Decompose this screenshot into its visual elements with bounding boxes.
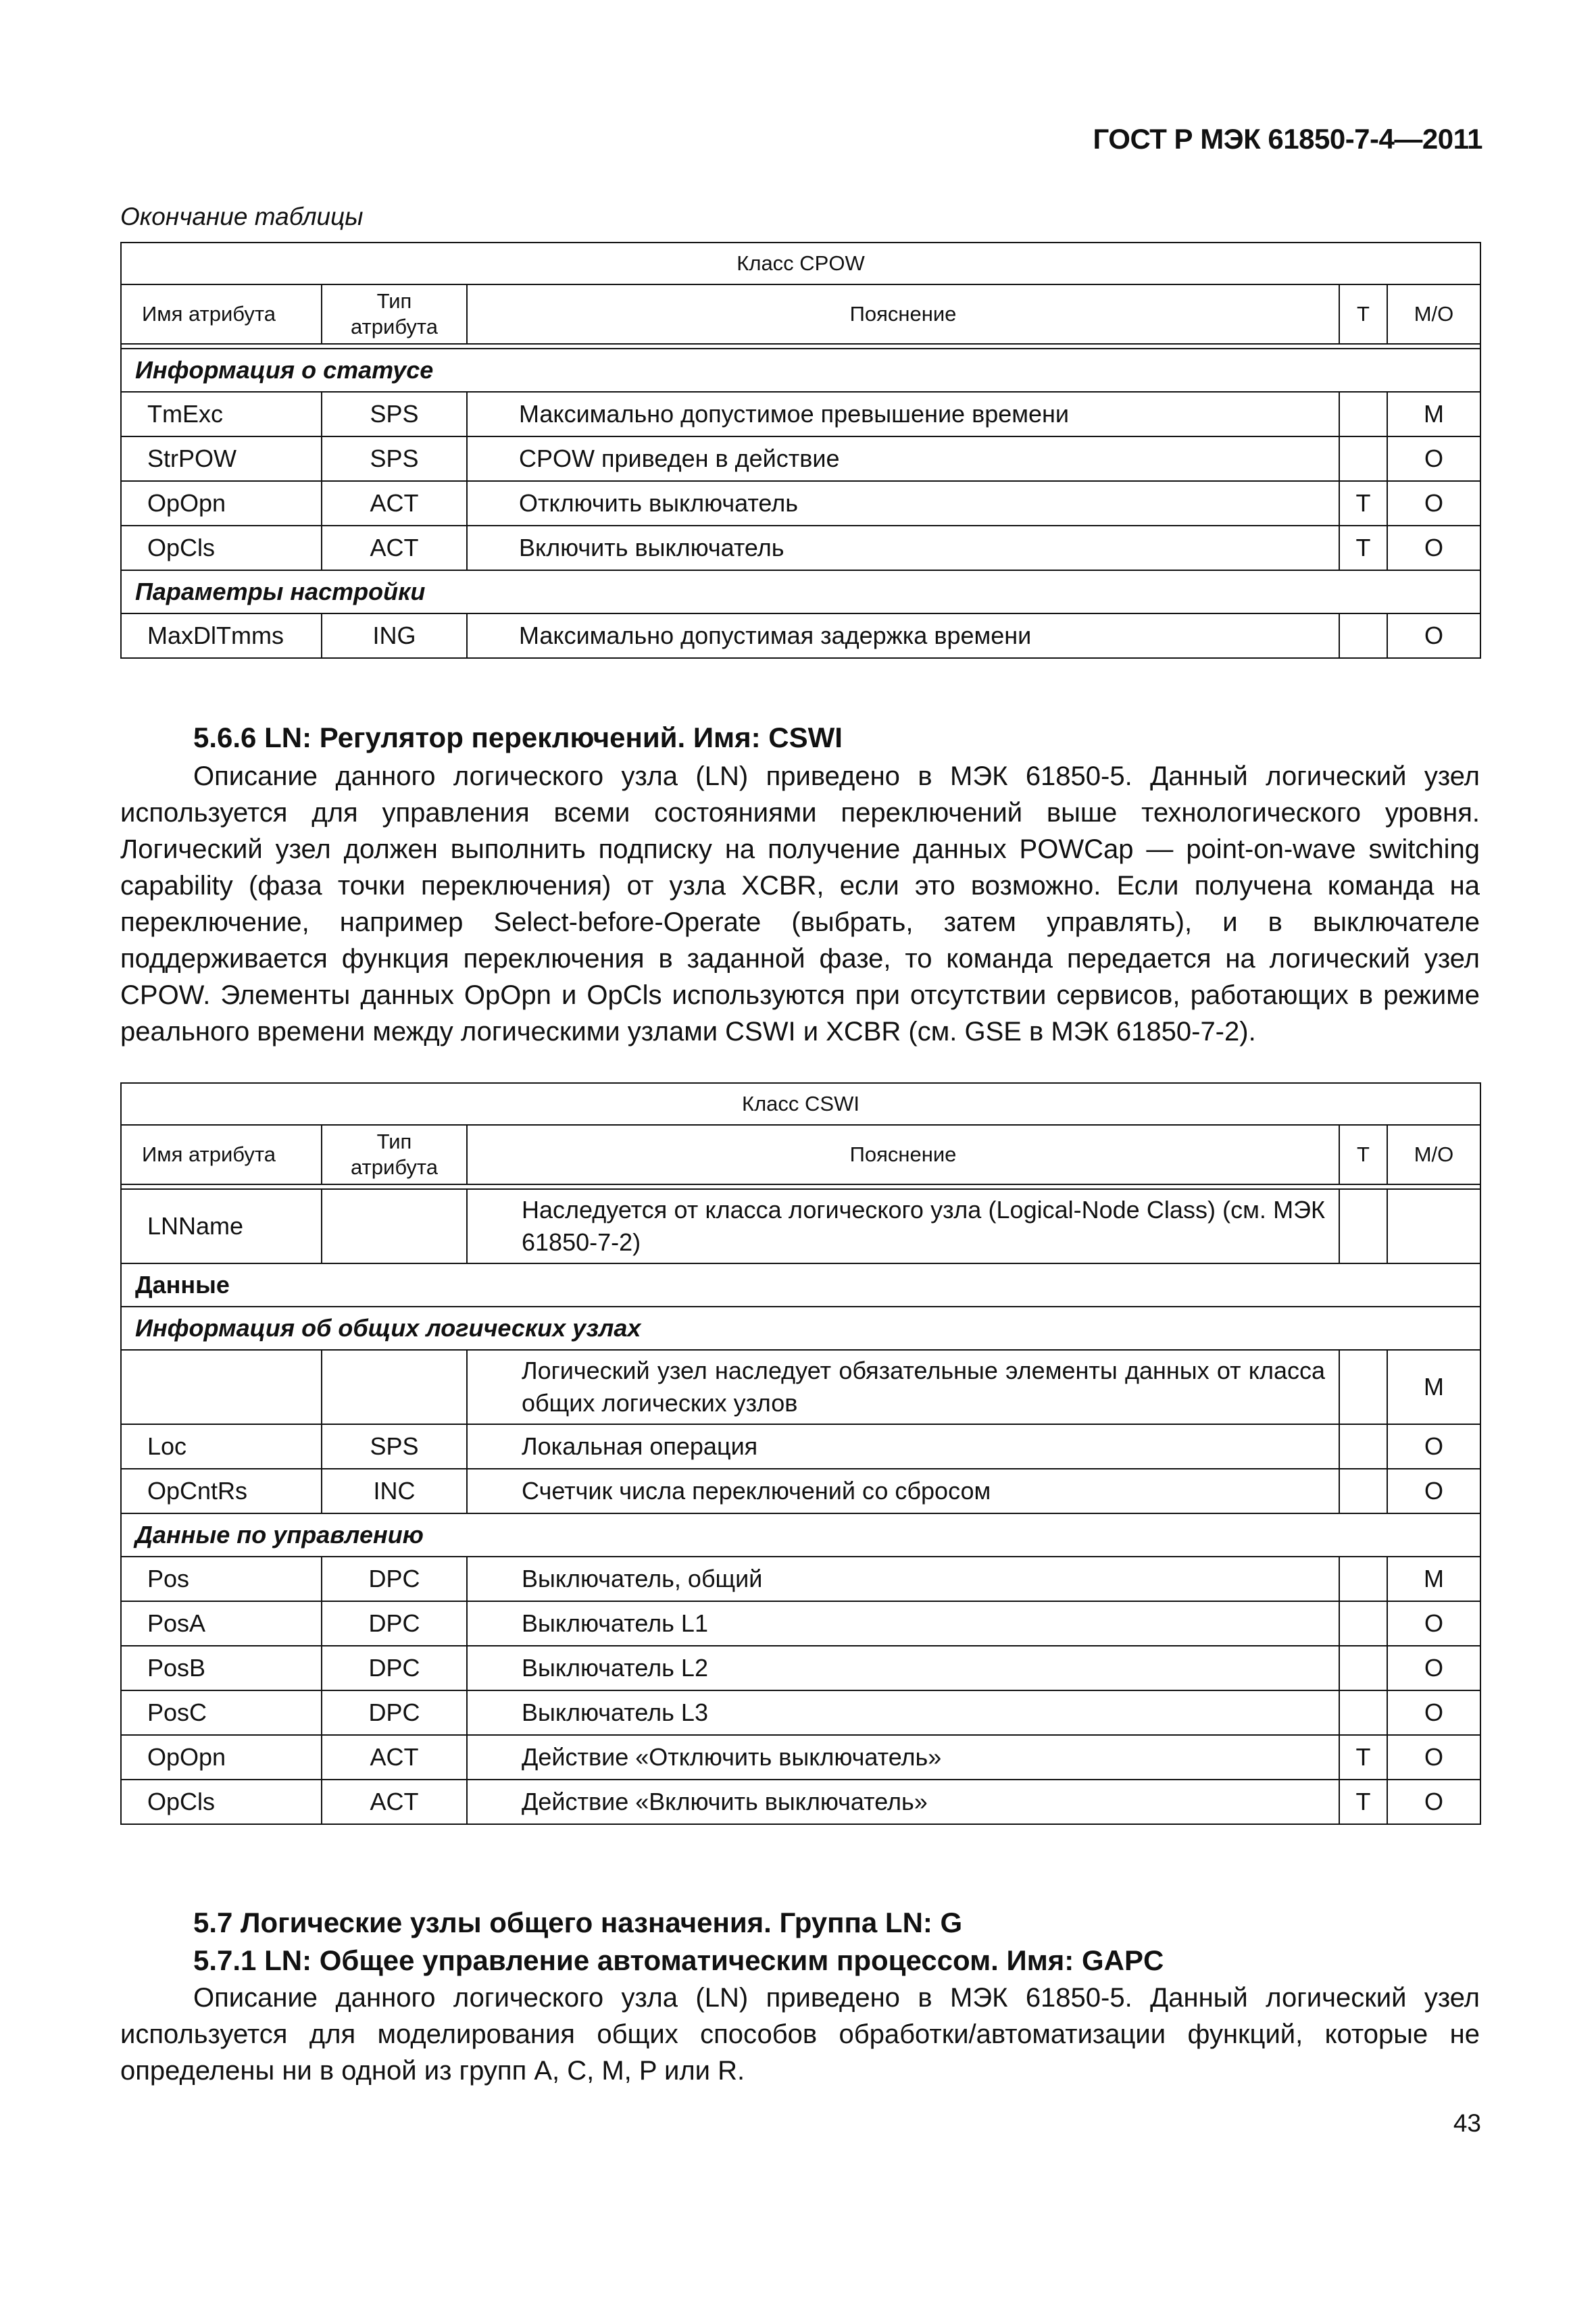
section-row: Данные по управлению xyxy=(121,1513,1480,1557)
table-row: OpOpn ACT Действие «Отключить выключатель» T O xyxy=(121,1735,1480,1780)
col-header-explanation: Пояснение xyxy=(467,284,1339,344)
table-row: OpCls ACT Действие «Включить выключатель» T O xyxy=(121,1780,1480,1824)
section-row: Параметры настройки xyxy=(121,570,1480,613)
col-header-type: Тип атрибута xyxy=(322,1125,467,1184)
col-header-t: T xyxy=(1339,1125,1387,1184)
table-row: PosA DPC Выключатель L1 O xyxy=(121,1601,1480,1646)
table-row: Loc SPS Локальная операция O xyxy=(121,1424,1480,1469)
table-row: MaxDlTmms ING Максимально допустимая задержка времени O xyxy=(121,613,1480,658)
table-row: OpCntRs INC Счетчик числа переключений со сбросом O xyxy=(121,1469,1480,1513)
col-header-mo: M/O xyxy=(1387,284,1480,344)
section-heading-5-7-1: 5.7.1 LN: Общее управление автоматическим процессом. Имя: GAPC xyxy=(193,1944,1164,1976)
table-continuation-caption: Окончание таблицы xyxy=(120,203,364,230)
page-number: 43 xyxy=(1453,2109,1481,2137)
section-row: Информация об общих логических узлах xyxy=(121,1307,1480,1350)
section-heading-5-7: 5.7 Логические узлы общего назначения. Группа LN: G xyxy=(193,1907,963,1938)
table-header-row xyxy=(121,1125,1480,1184)
class-title: Класс CPOW xyxy=(121,243,1480,284)
table-row: Логический узел наследует обязательные элементы данных от класса общих логических узлов M xyxy=(121,1350,1480,1424)
table-row: OpOpn ACT Отключить выключатель T O xyxy=(121,481,1480,526)
table-row: StrPOW SPS CPOW приведен в действие O xyxy=(121,436,1480,481)
standard-designation: ГОСТ Р МЭК 61850-7-4—2011 xyxy=(1093,123,1482,155)
table-row: Pos DPC Выключатель, общий M xyxy=(121,1557,1480,1601)
table-row: PosB DPC Выключатель L2 O xyxy=(121,1646,1480,1690)
section-paragraph-5-7-1: Описание данного логического узла (LN) приведено в МЭК 61850-5. Данный логический узел используется для моделирования общих способов обработки/автоматизации функций, которые не определены ни в одной из групп A, C, M, P или R. xyxy=(120,1983,1480,2086)
section-row: Информация о статусе xyxy=(121,349,1480,392)
table-row: PosC DPC Выключатель L3 O xyxy=(121,1690,1480,1735)
col-header-t: T xyxy=(1339,284,1387,344)
table-header-row xyxy=(121,284,1480,344)
col-header-explanation: Пояснение xyxy=(467,1125,1339,1184)
table-row: OpCls ACT Включить выключатель T O xyxy=(121,526,1480,570)
section-row: Данные xyxy=(121,1263,1480,1307)
col-header-mo: M/O xyxy=(1387,1125,1480,1184)
col-header-name: Имя атрибута xyxy=(121,1125,322,1184)
cswi-class-table xyxy=(120,1082,1481,1825)
col-header-type: Тип атрибута xyxy=(322,284,467,344)
section-heading-5-6-6: 5.6.6 LN: Регулятор переключений. Имя: CSWI xyxy=(193,722,843,753)
class-title: Класс CSWI xyxy=(121,1083,1480,1125)
cpow-class-table xyxy=(120,242,1481,659)
col-header-name: Имя атрибута xyxy=(121,284,322,344)
section-paragraph-5-6-6: Описание данного логического узла (LN) приведено в МЭК 61850-5. Данный логический узел используется для управления всеми состояниями переключений выше технологического уровня. Логический узел должен выполнить подписку на получение данных POWCap — point-on-wave switching capability (фаза точки переключения) от узла XCBR, если это возможно. Если получена команда на переключение, например Select-before-Operate (выбрать, затем управлять), и в выключателе поддерживается функция переключения в заданной фазе, то команда передается на логический узел CPOW. Элементы данных OpOpn и OpCls используются при отсутствии сервисов, работающих в режиме реального времени между логическими узлами CSWI и XCBR (см. GSE в МЭК 61850-7-2). xyxy=(120,761,1480,1047)
table-row: TmExc SPS Максимально допустимое превышение времени M xyxy=(121,392,1480,436)
table-row: LNName Наследуется от класса логического узла (Logical-Node Class) (см. МЭК 61850-7-2) xyxy=(121,1189,1480,1263)
